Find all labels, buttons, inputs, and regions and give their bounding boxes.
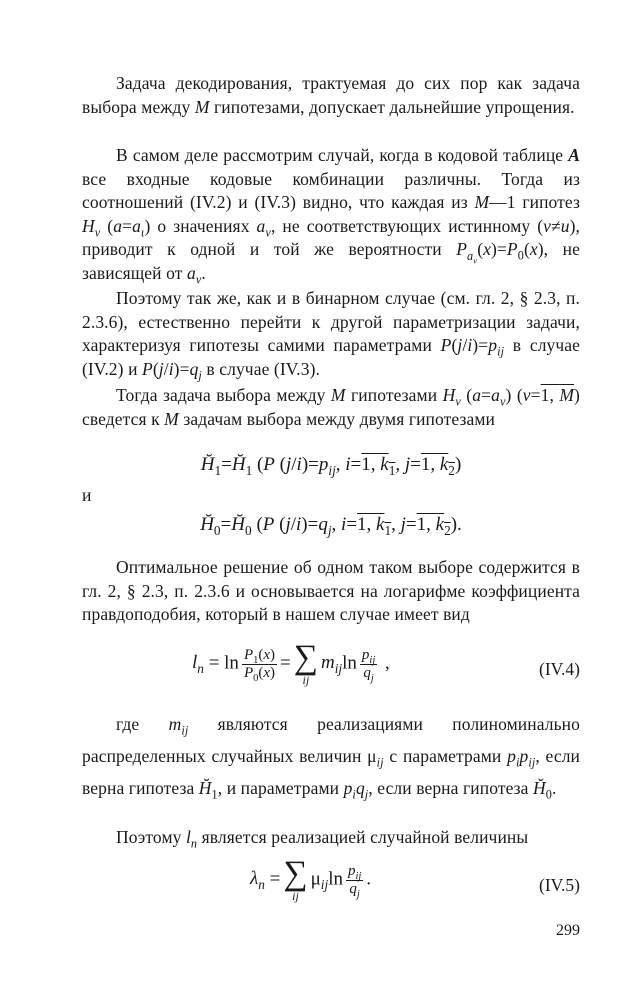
paragraph-7: Поэтому $l_n$ является реализацией случайной величины — [116, 827, 529, 851]
formula-iv5-body: $\lambda_n$ = ∑ ij $\mu_{ij}\ln$ $\frac{p_{ij}}{q_j}$ . — [250, 855, 372, 903]
paragraph-4: Тогда задача выбора между M гипотезами $H_v$ $(a=a_v)$ (v=1, M) сведется к M задачам выбора между двумя гипотезами — [82, 385, 580, 429]
paragraph-5: Оптимальное решение об одном таком выборе содержится в гл. 2, § 2.3, п. 2.3.6 и основывается на логарифме коэффициента правдоподобия, который в нашем случае имеет вид — [82, 557, 580, 624]
page-number: 299 — [556, 922, 580, 939]
conjunction-and: и — [82, 485, 92, 505]
paragraph-6: где $m_{ij}$ являются реализациями полиноминально распределенных случайных величин $\mu_{ij}$ с параметрами $p_ip_{ij}$, если верна гипотеза $H̆_1$, и параметрами $p_iq_j$, если верна гипотеза $H̆_0$. — [82, 714, 581, 802]
formula-iv4-body: $l_n = \ln$ $\frac{P_1(x)}{P_0(x)}$ = ∑ ij $m_{ij}\ln$ $\frac{p_{ij}}{q_j}$ , — [192, 639, 390, 687]
paragraph-3: Поэтому так же, как и в бинарном случае (см. гл. 2, § 2.3, п. 2.3.6), естественно перейти к другой параметризации задачи, характеризуя гипотезы самими параметрами $P(j/i)=p_{ij}$ в случае (IV.2) и $P(j/i)=q_j$ в случае (IV.3). — [82, 288, 581, 382]
paragraph-1: Задача декодирования, трактуемая до сих пор как задача выбора между M гипотезами, допускает дальнейшие упрощения. — [82, 73, 580, 117]
formula-h0: $H̆_0=H̆_0$ (P $(j/i)=q_j$, i=1, $k_1$, j=1, $k_2$). — [200, 514, 462, 538]
equation-number-iv4: (IV.4) — [539, 659, 580, 679]
formula-h1: $H̆_1=H̆_1$ (P $(j/i)=p_{ij}$, i=1, $k_1$, j=1, $k_2$) — [200, 454, 462, 478]
formula-iv4 — [82, 639, 580, 698]
formula-iv5 — [82, 855, 580, 914]
paragraph-2: В самом деле рассмотрим случай, когда в кодовой таблице A все входные кодовые комбинации различны. Тогда из соотношений (IV.2) и (IV.3) видно, что каждая из M—1 гипотез $H_v$ $(a=a_\iota)$ о значениях $a_v$, не соответствующих истинному (v≠u), приводит к одной и той же вероятности $P_{a_v}(x)=P_0(x)$, не зависящей от $a_v$. — [82, 145, 581, 286]
equation-number-iv5: (IV.5) — [539, 875, 580, 895]
